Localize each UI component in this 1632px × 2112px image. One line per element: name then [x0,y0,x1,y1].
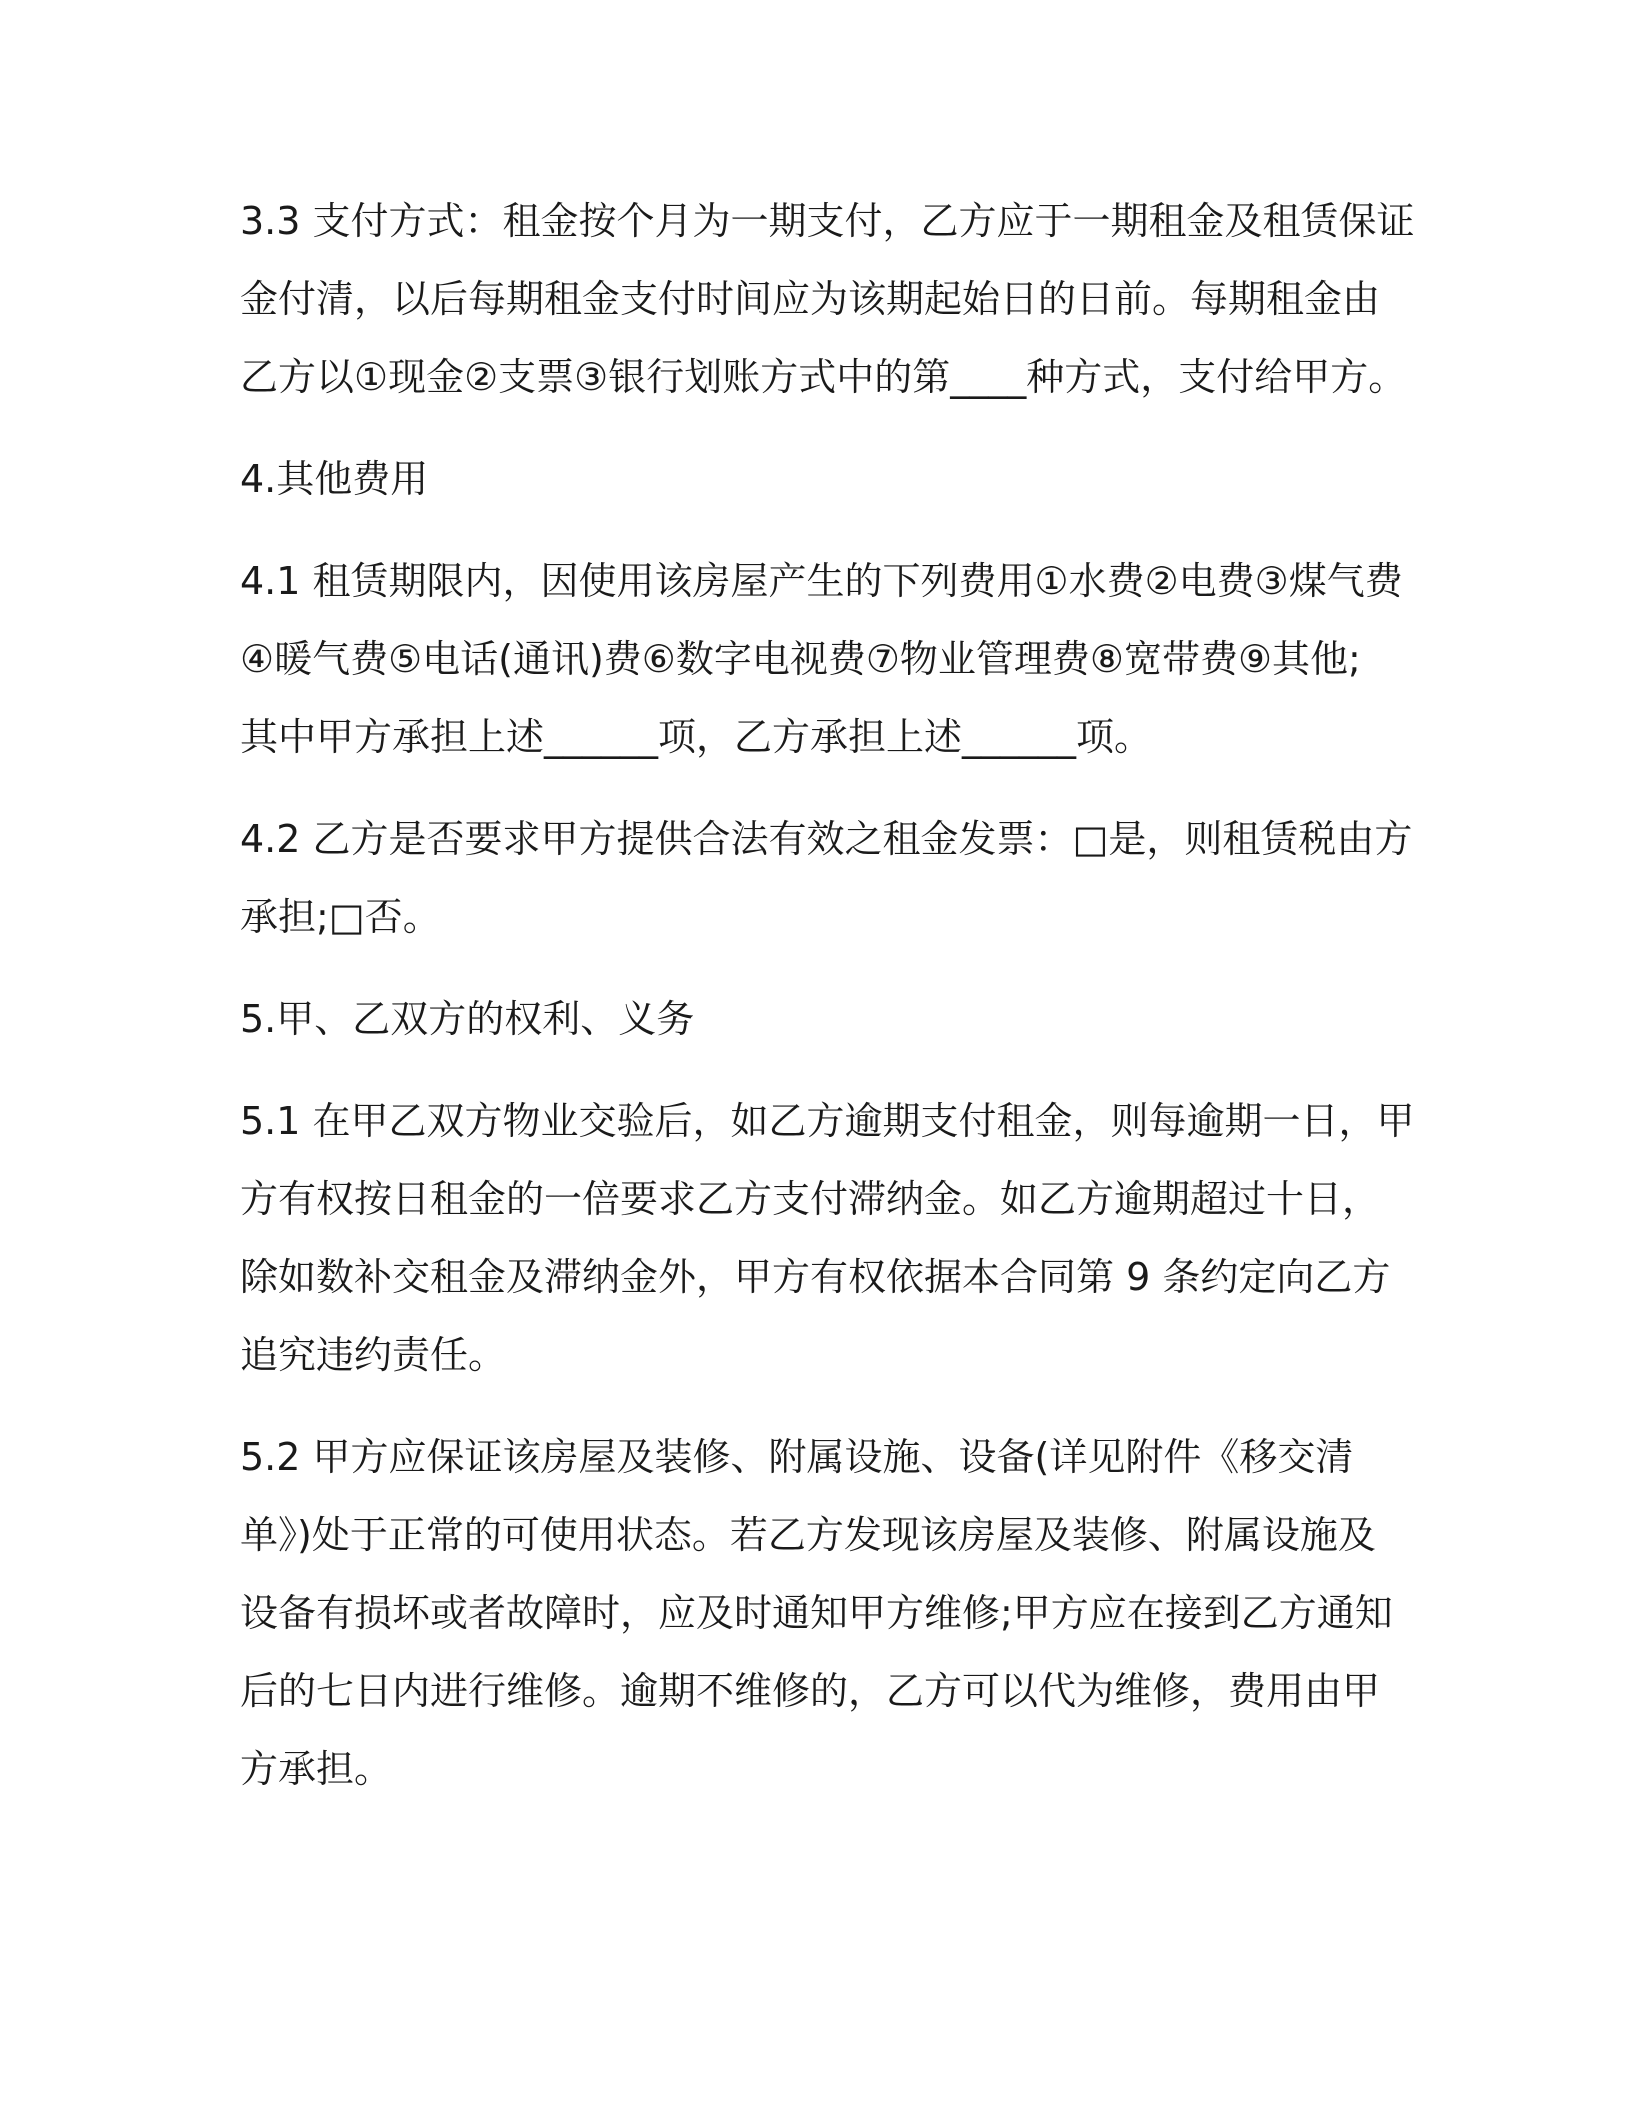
clause-5-2-maintenance [240,1418,1393,1808]
section-4-heading [240,440,1390,518]
text-line: 4.1 租赁期限内，因使用该房屋产生的下列费用①水费②电费③煤气费 [240,559,1403,603]
text-line: 4.2 乙方是否要求甲方提供合法有效之租金发票：□是，则租赁税由方 [240,817,1413,861]
text-line: 设备有损坏或者故障时，应及时通知甲方维修;甲方应在接到乙方通知 [240,1591,1393,1635]
text-line: 后的七日内进行维修。逾期不维修的，乙方可以代为维修，费用由甲 [240,1669,1381,1713]
text-line: 乙方以①现金②支票③银行划账方式中的第____种方式，支付给甲方。 [240,355,1407,399]
text-line: ④暖气费⑤电话(通讯)费⑥数字电视费⑦物业管理费⑧宽带费⑨其他; [240,637,1361,681]
clause-3-3-payment-method [240,182,1415,416]
clause-5-1-late-payment [240,1082,1415,1394]
text-line: 单》)处于正常的可使用状态。若乙方发现该房屋及装修、附属设施及 [240,1513,1376,1557]
text-line: 5.2 甲方应保证该房屋及装修、附属设施、设备(详见附件《移交清 [240,1435,1354,1479]
text-line: 方有权按日租金的一倍要求乙方支付滞纳金。如乙方逾期超过十日， [240,1177,1381,1221]
text-line: 追究违约责任。 [240,1333,507,1377]
section-5-heading [240,980,1390,1058]
clause-4-2-invoice [240,800,1413,956]
text-line: 其中甲方承担上述______项，乙方承担上述______项。 [240,715,1153,759]
text-line: 金付清，以后每期租金支付时间应为该期起始日的日前。每期租金由 [240,277,1381,321]
text-line: 承担;□否。 [240,895,441,939]
clause-4-1-fees [240,542,1403,776]
document-body [240,182,1415,1832]
text-line: 3.3 支付方式：租金按个月为一期支付，乙方应于一期租金及租赁保证 [240,199,1415,243]
text-line: 方承担。 [240,1747,393,1791]
heading-text: 5.甲、乙双方的权利、义务 [240,997,695,1041]
heading-text: 4.其他费用 [240,457,429,501]
text-line: 5.1 在甲乙双方物业交验后，如乙方逾期支付租金，则每逾期一日，甲 [240,1099,1415,1143]
text-line: 除如数补交租金及滞纳金外，甲方有权依据本合同第 9 条约定向乙方 [240,1255,1391,1299]
